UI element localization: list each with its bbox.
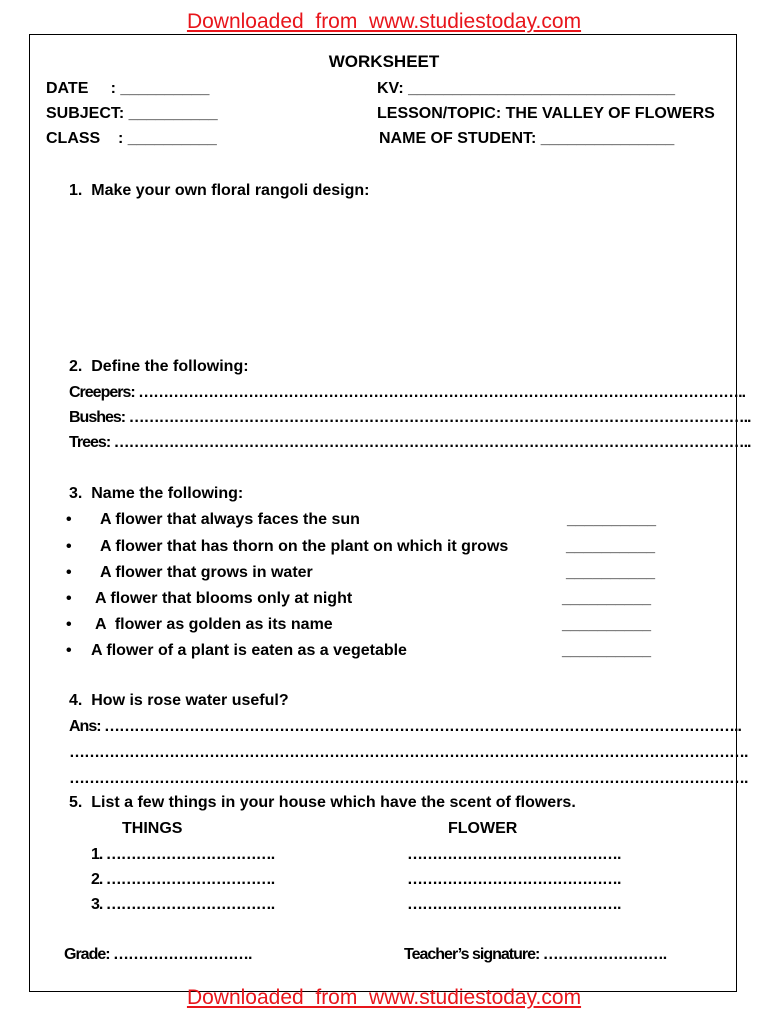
worksheet-title: WORKSHEET xyxy=(328,52,440,71)
flower-column-header: FLOWER xyxy=(448,820,518,837)
date-field: DATE : __________ xyxy=(46,80,210,97)
answer-line-3: ………………………………………………………………………………………………………………………. xyxy=(69,770,748,787)
q3-item-3: A flower that grows in water xyxy=(100,564,313,581)
q3-item-2: A flower that has thorn on the plant on which it grows xyxy=(100,538,509,555)
define-creepers-line: Creepers: ………………………………………………………………………………………………………….. xyxy=(69,384,746,401)
student-name-field: NAME OF STUDENT: _______________ xyxy=(379,130,675,147)
q3-blank-3: __________ xyxy=(566,564,655,581)
question-2: 2. Define the following: xyxy=(69,358,249,375)
q3-blank-6: __________ xyxy=(562,642,651,659)
bullet-icon: • xyxy=(66,616,72,633)
question-1: 1. Make your own floral rangoli design: xyxy=(69,182,370,199)
grade-field: Grade: ………………………. xyxy=(64,946,252,963)
subject-field: SUBJECT: __________ xyxy=(46,105,218,122)
watermark-top: Downloaded from www.studiestoday.com xyxy=(186,10,582,33)
question-3: 3. Name the following: xyxy=(69,485,244,502)
bullet-icon: • xyxy=(66,642,72,659)
flower-line-3: ……………………………………. xyxy=(407,896,621,913)
question-4: 4. How is rose water useful? xyxy=(69,692,289,709)
watermark-bottom: Downloaded from www.studiestoday.com xyxy=(186,986,582,1009)
things-column-header: THINGS xyxy=(122,820,183,837)
q3-item-6: A flower of a plant is eaten as a vegetable xyxy=(91,642,407,659)
flower-line-2: ……………………………………. xyxy=(407,871,621,888)
kv-field: KV: ______________________________ xyxy=(377,80,676,97)
answer-line-2: ………………………………………………………………………………………………………………………. xyxy=(69,744,748,761)
flower-line-1: ……………………………………. xyxy=(407,846,621,863)
teacher-signature-field: Teacher’s signature: ……………………. xyxy=(404,946,667,963)
q3-blank-5: __________ xyxy=(562,616,651,633)
q3-item-5: A flower as golden as its name xyxy=(95,616,333,633)
things-line-1: 1. ……………………………. xyxy=(91,846,275,863)
class-field: CLASS : __________ xyxy=(46,130,217,147)
bullet-icon: • xyxy=(66,590,72,607)
q3-item-4: A flower that blooms only at night xyxy=(95,590,353,607)
q3-blank-4: __________ xyxy=(562,590,651,607)
things-line-3: 3. ……………………………. xyxy=(91,896,275,913)
q3-blank-2: __________ xyxy=(566,538,655,555)
question-5: 5. List a few things in your house which have the scent of flowers. xyxy=(69,794,576,811)
lesson-topic: LESSON/TOPIC: THE VALLEY OF FLOWERS xyxy=(377,105,715,122)
bullet-icon: • xyxy=(66,564,72,581)
q3-item-1: A flower that always faces the sun xyxy=(100,511,360,528)
q3-blank-1: __________ xyxy=(567,511,656,528)
answer-line-1: Ans: ……………………………………………………………………………………………………………….. xyxy=(69,718,741,735)
define-bushes-line: Bushes: …………………………………………………………………………………………………………….. xyxy=(69,409,751,426)
bullet-icon: • xyxy=(66,511,72,528)
define-trees-line: Trees: ……………………………………………………………………………………………………………….. xyxy=(69,434,751,451)
bullet-icon: • xyxy=(66,538,72,555)
things-line-2: 2. ……………………………. xyxy=(91,871,275,888)
